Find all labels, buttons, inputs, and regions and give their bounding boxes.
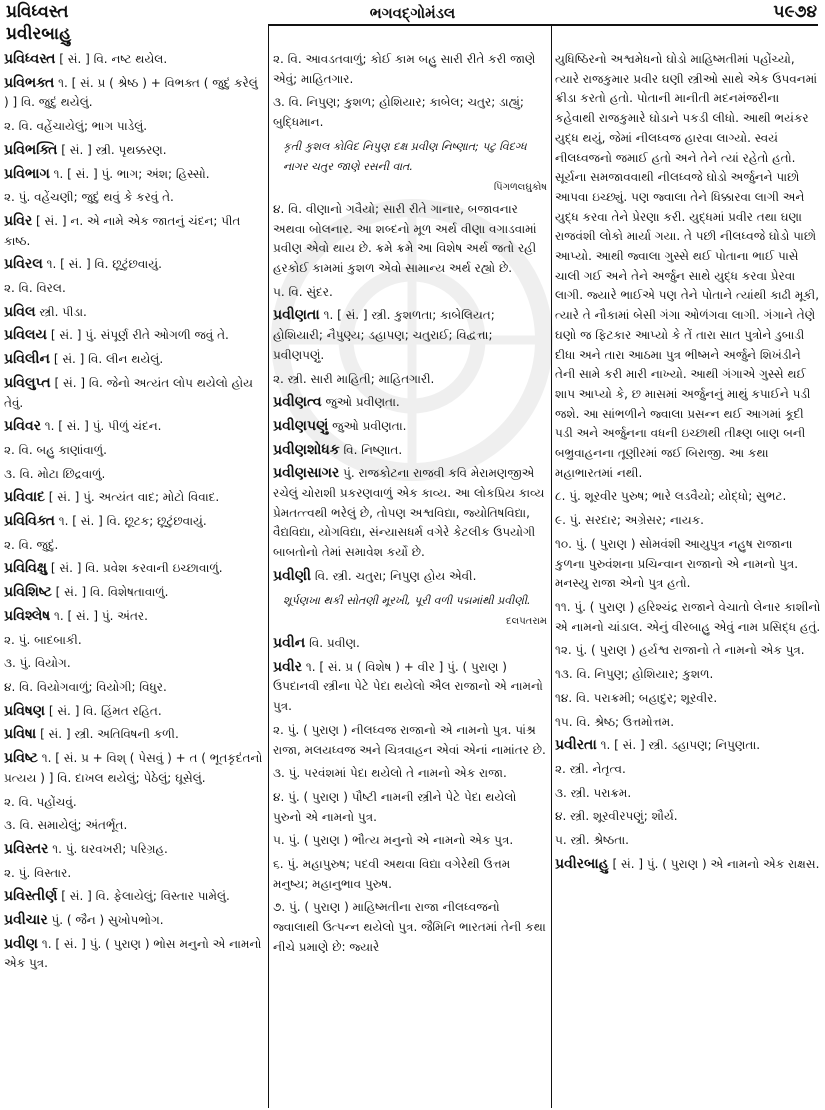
definition: ૫. સ્ત્રી. શ્રેષ્ઠતા. xyxy=(555,833,629,848)
entry-sense xyxy=(273,831,547,851)
entry-sense xyxy=(4,631,266,651)
dictionary-entry xyxy=(555,855,821,875)
dictionary-entry xyxy=(4,607,266,627)
definition: ૧. [ સં. ] પું. ભાગ; અંશ; હિસ્સો. xyxy=(53,166,210,181)
entry-sense xyxy=(555,511,821,531)
definition: ૪. વિ. વિયોગવાળું; વિયોગી; વિધુર. xyxy=(4,679,167,694)
headword: પ્રવિભક્ત xyxy=(4,74,55,91)
headword: પ્રવિલીન xyxy=(4,351,50,368)
column-2 xyxy=(273,50,547,1108)
entry-sense xyxy=(273,283,547,303)
column-divider xyxy=(551,26,552,1108)
entry-sense xyxy=(4,678,266,698)
quotation: કૃતી કુશલ કોવિદ નિપુણ દક્ષ પ્રવીણ નિષ્ણાત; પટુ વિદગ્ધ નાગર ચતુર જાણે રસની વાત. xyxy=(283,139,527,173)
entry-sense xyxy=(555,50,821,483)
dictionary-entry xyxy=(4,725,266,745)
headword: પ્રવીણત્વ xyxy=(273,394,322,411)
headword: પ્રવિષણ xyxy=(4,702,46,719)
dictionary-entry xyxy=(273,441,547,461)
dictionary-entry xyxy=(4,488,266,508)
headword: પ્રવિષ્ટ xyxy=(4,750,38,767)
definition: ૫. પું. ( પુરાણ ) ભૌત્ય મનુનો એ નામનો એક પુત્ર. xyxy=(273,833,514,848)
definition: [ સં. ] પું. ( પુરાણ ) એ નામનો એક રાક્ષસ. xyxy=(612,856,820,871)
dictionary-entry xyxy=(4,303,266,323)
definition: સ્ત્રી. પીડા. xyxy=(39,304,87,319)
definition: ૨. વિ. પહોંચવું. xyxy=(4,794,77,809)
definition: ૧. [ સં. ] પું. અંતર. xyxy=(54,608,148,623)
definition: [ સં. ] વિ. જેનો અત્યંત લોપ થયેલો હોય તેવું. xyxy=(4,375,254,410)
headword: પ્રવિશ્લેષ xyxy=(4,607,51,624)
column-3 xyxy=(555,50,821,1108)
entry-sense xyxy=(273,898,547,957)
definition: ૬. પું. મહાપુરુષ; પદવી અથવા વિદ્યા વગેરેથી ઉત્તમ મનુષ્ય; મહાનુભાવ પુરુષ. xyxy=(273,857,511,891)
definition: ૧૪. વિ. પરાક્રમી; બહાદુર; શૂરવીર. xyxy=(555,690,718,705)
headword: પ્રવિલુપ્ત xyxy=(4,374,51,391)
dictionary-entry xyxy=(4,255,266,275)
headword: પ્રવીરબાહુ xyxy=(555,855,609,872)
dictionary-entry xyxy=(4,583,266,603)
definition: ૧. [ સં. ] વિ. છૂટક; છૂટુંછવાયું. xyxy=(58,514,207,529)
definition: યુધિષ્ઠિરનો અશ્વમેધનો ઘોડો માહિષ્મતીમાં પહોંચ્યો, ત્યારે રાજકુમાર પ્રવીર ઘણી સ્ત્રીઓ સાથે એક ઉપવનમાં ક્રીડા કરતો હતો. પોતાની માનીતી મદનમંજરીના કહેવાથી રાજકુમારે ઘોડાને પકડી લીધો. આથી ભયંકર યુદ્ધ થયું, જેમાં નીલધ્વજ હારવા લાગ્યો. સ્વયં નીલધ્વજનો જમાઈ હતો અને તેને ત્યાં રહેતો હતો. સૂર્યના સમજાવવાથી નીલધ્વજે ઘોડો અર્જુનને પાછો આપવા ઇચ્છ્યું. પણ જ્વાલા તેને ધિક્કારવા લાગી અને યુદ્ધ કરવા તેને પ્રેરણા કરી. યુદ્ધમાં પ્રવીર તથા ઘણા રાજવંશી લોકો માર્યા ગયા. તે પછી નીલધ્વજે ઘોડો પાછો આપ્યો. આથી જ્વાલા ગુસ્સે થઈ પોતાના ભાઈ પાસે ચાલી ગઈ અને તેને અર્જુન સાથે યુદ્ધ કરવા પ્રેરવા લાગી. જ્યારે ભાઈએ પણ તેને પોતાને ત્યાંથી કાઢી મૂકી, ત્યારે તે નૌકામાં બેસી ગંગા ઓળંગવા લાગી. ગંગાને તેણે ઘણો જ ફિટકાર આપ્યો કે તેં તારા સાત પુત્રોને ડુબાડી દીધા અને તારા આઠમા પુત્ર ભીષ્મને અર્જુને શિખંડીને તેની સામે કરી મારી નાખ્યો. આથી ગંગાએ ગુસ્સે થઈ શાપ આપ્યો કે, છ માસમાં અર્જુનનું માથું કપાઈને પડી જશે. આ સાંભળીને જ્વાલા પ્રસન્ન થઈ આગમાં કૂદી પડી અને અર્જુનના વધની ઇચ્છાથી તીક્ષ્ણ બાણ બની બભ્રુવાહનના તૂણીરમાં જઈ બિરાજી. આ કથા મહાભારતમાં નથી. xyxy=(555,52,820,480)
definition: ૩. વિ. મોટા છિદ્રવાળું. xyxy=(4,466,106,481)
dictionary-title: ભગવદ્ગોમંડલ xyxy=(369,4,456,22)
definition: વિ. પ્રવીણ. xyxy=(309,635,360,650)
definition: [ સં. ] વિ. લીન થયેલું. xyxy=(53,352,164,367)
entry-sense xyxy=(555,713,821,733)
definition: ૧૦. પું. ( પુરાણ ) સોમવંશી આયુપુત્ર નહુષ રાજાના કુળના પુરુવંશના પ્રચિન્વાન રાજાનો એ નામનો પુત્ર. મનસ્યુ રાજા એનો પુત્ર હતો. xyxy=(555,536,799,591)
headword: પ્રવીણતા xyxy=(273,307,320,324)
entry-sense xyxy=(4,864,266,884)
header-rule xyxy=(268,24,818,26)
headword: પ્રવિલય xyxy=(4,327,48,344)
definition: ૮. પું. શૂરવીર પુરુષ; ભારે લડવૈયો; યોદ્ધો; સુભટ. xyxy=(555,489,787,504)
entry-sense xyxy=(555,665,821,685)
definition: ૧૨. પું. ( પુરાણ ) હર્યશ્વ રાજાનો તે નામનો એક પુત્ર. xyxy=(555,643,805,658)
definition: ૨. સ્ત્રી. નેતૃત્વ. xyxy=(555,761,626,776)
definition: ૧. [ સં. ] સ્ત્રી. કુશળતા; કાબેલિયત; હોશિયારી; નૈપુણ્ય; ડહાપણ; ચતુરાઈ; વિદ્વત્તા; પ્રવીણપણું. xyxy=(273,308,495,362)
headword: પ્રવિવર xyxy=(4,418,41,435)
entry-sense xyxy=(555,535,821,594)
headword: પ્રવિવિક્ત xyxy=(4,513,55,530)
definition: ૧. [ સં. પ્ર ( વિશેષ ) + વીર ] પું. ( પુરાણ ) ઉપદાનવી સ્ત્રીના પેટે પેદા થયેલો ઐલ રાજાનો એ નામનો પુત્ર. xyxy=(273,659,543,714)
entry-sense xyxy=(4,654,266,674)
entry-sense xyxy=(555,807,821,827)
definition: વિ. સ્ત્રી. ચતુરા; નિપુણ હોય એવી. xyxy=(314,568,477,583)
dictionary-entry xyxy=(4,350,266,370)
dictionary-entry xyxy=(273,567,547,587)
definition: જુઓ પ્રવીણતા. xyxy=(332,418,407,433)
headword: પ્રવિર xyxy=(4,212,33,229)
headword: પ્રવિષા xyxy=(4,726,37,743)
entry-sense xyxy=(273,855,547,894)
dictionary-entry xyxy=(273,658,547,717)
entry-sense xyxy=(555,598,821,637)
definition: [ સં. ] ન. એ નામે એક જાતનું ચંદન; પીત કાષ્ઠ. xyxy=(4,213,241,248)
definition: ૧. [ સં. પ્ર + વિશ્ ( પેસવું ) + ત ( ભૂતકૃદંતનો પ્રત્યય ) ] વિ. દાખલ થયેલું; પેઠેલું; ઘૂસેલું. xyxy=(4,751,263,785)
definition: ૪. પું. ( પુરાણ ) પૌષ્ટી નામની સ્ત્રીને પેટે પેદા થયેલો પુરુનો એ નામનો પુત્ર. xyxy=(273,789,517,824)
definition: [ સં. ] સ્ત્રી. પૃથક્કરણ. xyxy=(61,142,167,157)
entry-sense xyxy=(4,536,266,556)
definition: [ સં. ] વિ. હિંમત રહિત. xyxy=(48,703,162,718)
definition: ૧. [ સં. ] પું. પીળું ચંદન. xyxy=(44,419,162,434)
definition: ૨. વિ. વહેંચાયેલું; ભાગ પાડેલું. xyxy=(4,119,148,134)
entry-sense xyxy=(4,465,266,485)
quotation-source: દલપતરામ xyxy=(506,616,547,628)
dictionary-entry xyxy=(4,559,266,579)
dictionary-entry xyxy=(4,702,266,722)
headword: પ્રવિરલ xyxy=(4,256,43,273)
definition: ૧. પું. ઘરવખરી; પરિગ્રહ. xyxy=(52,841,168,856)
entry-sense xyxy=(4,441,266,461)
dictionary-entry xyxy=(4,749,266,788)
headword: પ્રવીચાર xyxy=(4,912,48,929)
headword: પ્રવીણશોધક xyxy=(273,441,340,458)
headword: પ્રવીણપણું xyxy=(273,417,329,434)
definition: ૨. સ્ત્રી. સારી માહિતી; માહિતગારી. xyxy=(273,371,435,386)
dictionary-entry xyxy=(4,374,266,413)
entry-sense xyxy=(4,117,266,137)
definition: ૨. વિ. જુદું. xyxy=(4,537,59,552)
definition: ૩. પું. વિયોગ. xyxy=(4,656,71,671)
dictionary-entry xyxy=(4,141,266,161)
definition: ૩. પું. પરવંશમાં પેદા થયેલો તે નામનો એક રાજા. xyxy=(273,766,507,781)
definition: ૨. પું. ( પુરાણ ) નીલધ્વજ રાજાનો એ નામનો પુત્ર. પાંશ્ર રાજા, મલયધ્વજ અને ચિત્રવાહન એવાં એનાં નામાંતર છે. xyxy=(273,722,546,757)
headword: પ્રવિસ્તીર્ણ xyxy=(4,888,58,905)
column-1 xyxy=(4,50,266,1108)
headword: પ્રવિધ્વસ્ત xyxy=(4,51,56,67)
dictionary-entry xyxy=(4,74,266,113)
entry-sense xyxy=(4,793,266,813)
entry-sense xyxy=(4,816,266,836)
definition: ૧૧. પું. ( પુરાણ ) હરિશ્ચંદ્ર રાજાને વેચાતો લેનાર કાશીનો એ નામનો ચાંડાલ. એનું વીરબાહુ એવું નામ પ્રસિદ્ધ હતું. xyxy=(555,599,821,634)
definition: ૧૫. વિ. શ્રેષ્ઠ; ઉત્તમોત્તમ. xyxy=(555,714,675,729)
entry-sense xyxy=(555,760,821,780)
headword: પ્રવિવિક્ષુ xyxy=(4,560,48,577)
definition: ૨. પું. વહેંચણી; જુદું થવું કે કરવું તે. xyxy=(4,190,174,205)
dictionary-entry xyxy=(273,417,547,437)
page-header xyxy=(0,0,825,50)
quotation-source: પિંગળલઘુકોષ xyxy=(493,182,547,194)
definition: [ સં. ] પું. સંપૂર્ણ રીતે ઓગળી જવું તે. xyxy=(50,328,229,343)
dictionary-entry xyxy=(273,634,547,654)
headword: પ્રવીરતા xyxy=(555,737,597,754)
definition: પું. રાજકોટના રાજવી કવિ મેરામણજીએ રચેલું ચોરાશી પ્રકરણવાળું એક કાવ્ય. આ લોકપ્રિય કાવ્ય પ્રેમતત્ત્વથી ભરેલું છે, તોપણ અશ્વવિદ્યા, જ્યોતિષવિદ્યા, વૈદ્યવિદ્યા, યોગવિદ્યા, સંન્યાસધર્મ વગેરે કેટલીક ઉપયોગી બાબતોનો તેમાં સમાવેશ કર્યો છે. xyxy=(273,466,545,560)
headword: પ્રવીણસાગર xyxy=(273,465,340,482)
definition: [ સં. ] વિ. નષ્ટ થયેલ. xyxy=(59,52,168,66)
definition: ૩. વિ. નિપુણ; કુશળ; હોશિયાર; કાબેલ; ચતુર; ડાહ્યું; બુદ્ધિમાન. xyxy=(273,95,524,130)
dictionary-entry xyxy=(4,887,266,907)
definition: પું. ( જૈન ) સુખોપભોગ. xyxy=(51,913,164,928)
dictionary-entry xyxy=(4,512,266,532)
headword: પ્રવીર xyxy=(273,658,303,675)
dictionary-entry xyxy=(273,393,547,413)
dictionary-entry xyxy=(4,417,266,437)
definition: ૨. પું. વિસ્તાર. xyxy=(4,865,72,880)
definition: ૨. વિ. વિરલ. xyxy=(4,281,66,296)
headword: પ્રવીણી xyxy=(273,567,312,584)
dictionary-entry xyxy=(273,464,547,563)
definition: ૧. [ સં. ] પું. ( પુરાણ ) ભોસ મનુનો એ નામનો એક પુત્ર. xyxy=(4,936,262,971)
headword: પ્રવિભક્તિ xyxy=(4,141,58,158)
definition: [ સં. ] વિ. ફેલાયેલું; વિસ્તાર પામેલું. xyxy=(61,889,230,904)
definition: ૪. વિ. વીણાનો ગવૈયો; સારી રીતે ગાનાર, બજાવનાર અથવા બોલનાર. આ શબ્દનો મૂળ અર્થ વીણા વગાડવામાં પ્રવીણ એવો થાય છે. ક્રમે ક્રમે આ વિશેષ અર્થ જતો રહી હરકોઈ કામમાં કુશળ એવો સામાન્ય અર્થ રહ્યો છે. xyxy=(273,201,537,276)
page-number: ૫૯૭૪ xyxy=(773,2,817,22)
definition: ૯. પું. સરદાર; અગ્રેસર; નાયક. xyxy=(555,513,704,528)
definition: [ સં. ] પું. અત્યંત વાદ; મોટો વિવાદ. xyxy=(48,490,220,505)
dictionary-entry xyxy=(273,306,547,365)
entry-sense xyxy=(273,721,547,760)
guide-word-last: પ્રવીરબાહુ xyxy=(6,24,72,44)
definition: ૧. [ સં. ] સ્ત્રી. ડહાપણ; નિપુણતા. xyxy=(600,738,761,753)
entry-sense xyxy=(273,370,547,390)
definition: ૩. સ્ત્રી. પરાક્રમ. xyxy=(555,785,632,800)
dictionary-entry xyxy=(4,911,266,931)
definition: ૧૩. વિ. નિપુણ; હોશિયાર; કુશળ. xyxy=(555,667,714,682)
definition: [ સં. ] વિ. પ્રવેશ કરવાની ઇચ્છાવાળું. xyxy=(50,561,223,576)
headword: પ્રવીણ xyxy=(4,935,39,952)
entry-sense xyxy=(555,487,821,507)
entry-sense xyxy=(4,188,266,208)
dictionary-entry xyxy=(4,935,266,974)
definition: ૨. વિ. બહુ કાણાંવાળું. xyxy=(4,442,107,457)
dictionary-entry xyxy=(555,736,821,756)
dictionary-entry xyxy=(4,326,266,346)
entry-sense xyxy=(4,279,266,299)
headword: પ્રવિશિષ્ટ xyxy=(4,584,52,601)
definition: [ સં. ] વિ. વિશેષતાવાળું. xyxy=(55,585,169,600)
headword: પ્રવીન xyxy=(273,634,306,651)
headword: પ્રવિસ્તર xyxy=(4,840,49,857)
quotation: શૂર્પણખા થકી સોતણી મૂરખી, પૂરી વળી પદ્મમાંથી પ્રવીણી. xyxy=(283,593,531,607)
entry-sense xyxy=(273,764,547,784)
dictionary-entry xyxy=(4,840,266,860)
guide-word-first: પ્રવિધ્વસ્ત xyxy=(6,2,69,22)
definition: ૧. [ સં. પ્ર ( શ્રેષ્ઠ ) + વિભક્ત ( જુદું કરેલું ) ] વિ. જુદું થયેલું. xyxy=(4,75,258,110)
entry-sense xyxy=(273,50,547,89)
entry-sense xyxy=(273,93,547,132)
definition: [ સં. ] સ્ત્રી. અતિવિષની કળી. xyxy=(40,727,179,742)
dictionary-entry xyxy=(4,212,266,251)
definition: ૫. વિ. સુંદર. xyxy=(273,284,333,299)
definition: ૨. પું. બાદબાકી. xyxy=(4,632,82,647)
entry-sense xyxy=(273,200,547,279)
entry-sense xyxy=(273,788,547,827)
column-divider xyxy=(268,26,269,1108)
definition: વિ. નિષ્ણાત. xyxy=(343,442,403,457)
entry-sense xyxy=(555,784,821,804)
entry-sense xyxy=(555,641,821,661)
definition: ૪. સ્ત્રી. શૂરવીરપણું; શૌર્ય. xyxy=(555,809,678,824)
definition: ૭. પું. ( પુરાણ ) માહિષ્મતીના રાજા નીલધ્વજનો જ્વાલાથી ઉત્પન્ન થયેલો પુત્ર. જૈમિનિ ભારતમાં તેની કથા નીચે પ્રમાણે છે: જ્યારે xyxy=(273,900,546,954)
definition: ૩. વિ. સમાયેલું; અંતર્ભૂત. xyxy=(4,818,128,833)
headword: પ્રવિભાગ xyxy=(4,165,50,182)
definition: ૧. [ સં. ] વિ. છૂટુંછવાયું. xyxy=(46,257,162,272)
entry-sense xyxy=(555,689,821,709)
entry-sense xyxy=(555,831,821,851)
definition: જુઓ પ્રવીણતા. xyxy=(325,395,400,410)
headword: પ્રવિવાદ xyxy=(4,489,45,506)
definition: ૨. વિ. આવડતવાળું; કોઈ કામ બહુ સારી રીતે કરી જાણે એવું; માહિતગાર. xyxy=(273,52,536,86)
dictionary-entry xyxy=(4,50,266,70)
headword: પ્રવિલ xyxy=(4,303,36,320)
dictionary-entry xyxy=(4,165,266,185)
